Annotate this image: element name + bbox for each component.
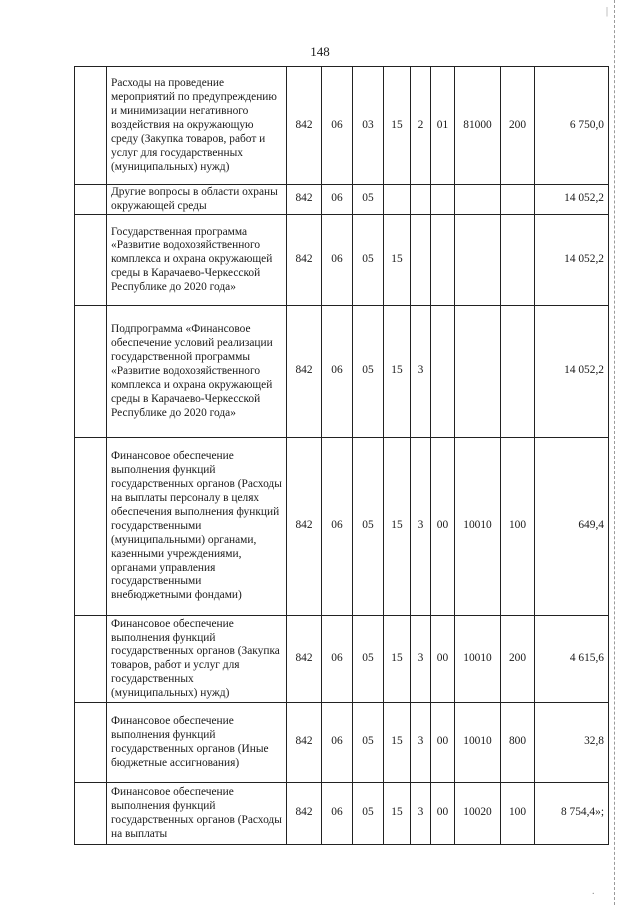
section-code-cell: 06 <box>322 185 353 215</box>
direction-code-cell: 10010 <box>455 437 501 615</box>
section-code-cell: 06 <box>322 782 353 844</box>
budget-table <box>74 66 609 845</box>
subprogram-code-cell: 3 <box>411 305 431 437</box>
amount-cell: 8 754,4»; <box>535 782 609 844</box>
description-cell: Расходы на проведение мероприятий по предупреждению и минимизации негативного воздействия на окружающую среду (Закупка товаров, работ и услуг для государственных (муниципальных) нужд) <box>107 67 287 185</box>
scan-edge-mark: | <box>606 6 609 17</box>
blank-cell <box>75 615 107 702</box>
event-code-cell <box>431 305 455 437</box>
description-cell: Государственная программа «Развитие водохозяйственного комплекса и охрана окружающей среды в Карачаево-Черкесской Республике до 2020 года» <box>107 214 287 305</box>
subsection-code-cell: 05 <box>353 185 384 215</box>
blank-cell <box>75 185 107 215</box>
expense-type-code-cell: 100 <box>501 437 535 615</box>
section-code-cell: 06 <box>322 214 353 305</box>
direction-code-cell: 10010 <box>455 702 501 782</box>
program-code-cell: 15 <box>384 214 411 305</box>
expense-type-code-cell <box>501 305 535 437</box>
page-number: 148 <box>310 44 330 59</box>
blank-cell <box>75 782 107 844</box>
event-code-cell: 01 <box>431 67 455 185</box>
subprogram-code-cell: 3 <box>411 437 431 615</box>
subprogram-code-cell: 3 <box>411 702 431 782</box>
section-code-cell: 06 <box>322 67 353 185</box>
subprogram-code-cell: 3 <box>411 782 431 844</box>
subprogram-code-cell <box>411 214 431 305</box>
table-row <box>75 185 609 215</box>
description-cell: Финансовое обеспечение выполнения функций государственных органов (Расходы на выплаты <box>107 782 287 844</box>
blank-cell <box>75 437 107 615</box>
event-code-cell: 00 <box>431 437 455 615</box>
program-code-cell: 15 <box>384 702 411 782</box>
scan-edge-mark: . <box>592 886 595 897</box>
table-row <box>75 615 609 702</box>
expense-type-code-cell <box>501 214 535 305</box>
direction-code-cell: 10020 <box>455 782 501 844</box>
ministry-code-cell: 842 <box>287 782 322 844</box>
subsection-code-cell: 05 <box>353 305 384 437</box>
amount-cell: 14 052,2 <box>535 214 609 305</box>
event-code-cell <box>431 185 455 215</box>
amount-cell: 4 615,6 <box>535 615 609 702</box>
table-row <box>75 782 609 844</box>
table-row <box>75 214 609 305</box>
amount-cell: 649,4 <box>535 437 609 615</box>
direction-code-cell: 81000 <box>455 67 501 185</box>
table-row <box>75 437 609 615</box>
expense-type-code-cell: 200 <box>501 67 535 185</box>
subprogram-code-cell: 3 <box>411 615 431 702</box>
subsection-code-cell: 05 <box>353 214 384 305</box>
ministry-code-cell: 842 <box>287 615 322 702</box>
subsection-code-cell: 05 <box>353 782 384 844</box>
ministry-code-cell: 842 <box>287 437 322 615</box>
section-code-cell: 06 <box>322 305 353 437</box>
subprogram-code-cell <box>411 185 431 215</box>
ministry-code-cell: 842 <box>287 702 322 782</box>
event-code-cell: 00 <box>431 702 455 782</box>
table-row <box>75 67 609 185</box>
ministry-code-cell: 842 <box>287 67 322 185</box>
amount-cell: 14 052,2 <box>535 305 609 437</box>
program-code-cell: 15 <box>384 782 411 844</box>
ministry-code-cell: 842 <box>287 185 322 215</box>
event-code-cell <box>431 214 455 305</box>
ministry-code-cell: 842 <box>287 214 322 305</box>
program-code-cell: 15 <box>384 67 411 185</box>
blank-cell <box>75 214 107 305</box>
subsection-code-cell: 03 <box>353 67 384 185</box>
expense-type-code-cell: 800 <box>501 702 535 782</box>
program-code-cell <box>384 185 411 215</box>
blank-cell <box>75 67 107 185</box>
description-cell: Финансовое обеспечение выполнения функций государственных органов (Закупка товаров, работ и услуг для государственных (муниципальных) нужд) <box>107 615 287 702</box>
description-cell: Другие вопросы в области охраны окружающей среды <box>107 185 287 215</box>
subsection-code-cell: 05 <box>353 437 384 615</box>
amount-cell: 32,8 <box>535 702 609 782</box>
program-code-cell: 15 <box>384 305 411 437</box>
program-code-cell: 15 <box>384 615 411 702</box>
expense-type-code-cell: 200 <box>501 615 535 702</box>
direction-code-cell <box>455 185 501 215</box>
direction-code-cell: 10010 <box>455 615 501 702</box>
description-cell: Подпрограмма «Финансовое обеспечение условий реализации государственной программы «Развитие водохозяйственного комплекса и охрана окружающей среды в Карачаево-Черкесской Республике до 2020 года» <box>107 305 287 437</box>
table-row <box>75 305 609 437</box>
ministry-code-cell: 842 <box>287 305 322 437</box>
section-code-cell: 06 <box>322 437 353 615</box>
direction-code-cell <box>455 214 501 305</box>
description-cell: Финансовое обеспечение выполнения функций государственных органов (Расходы на выплаты персоналу в целях обеспечения выполнения функций государственными (муниципальными) органами, казенными учреждениями, органами управления государственными внебюджетными фондами) <box>107 437 287 615</box>
scan-edge-line <box>614 0 615 905</box>
program-code-cell: 15 <box>384 437 411 615</box>
subprogram-code-cell: 2 <box>411 67 431 185</box>
amount-cell: 6 750,0 <box>535 67 609 185</box>
blank-cell <box>75 305 107 437</box>
event-code-cell: 00 <box>431 615 455 702</box>
subsection-code-cell: 05 <box>353 615 384 702</box>
expense-type-code-cell: 100 <box>501 782 535 844</box>
description-cell: Финансовое обеспечение выполнения функций государственных органов (Иные бюджетные ассигнования) <box>107 702 287 782</box>
section-code-cell: 06 <box>322 615 353 702</box>
table-row <box>75 702 609 782</box>
blank-cell <box>75 702 107 782</box>
subsection-code-cell: 05 <box>353 702 384 782</box>
expense-type-code-cell <box>501 185 535 215</box>
amount-cell: 14 052,2 <box>535 185 609 215</box>
section-code-cell: 06 <box>322 702 353 782</box>
direction-code-cell <box>455 305 501 437</box>
event-code-cell: 00 <box>431 782 455 844</box>
